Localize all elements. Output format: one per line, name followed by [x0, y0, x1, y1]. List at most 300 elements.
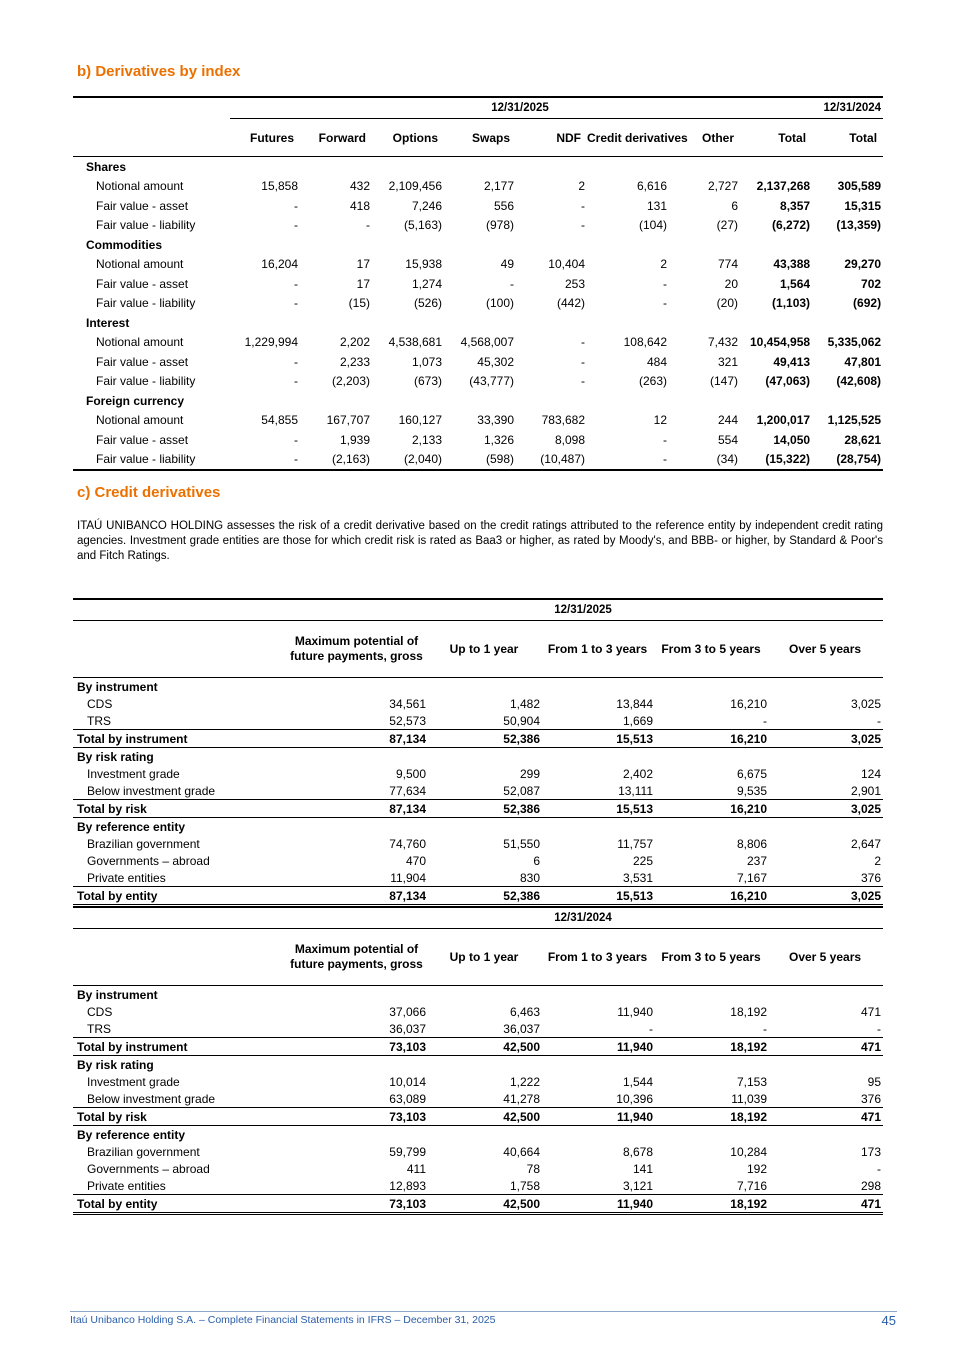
cell-value: 6,463: [509, 1004, 540, 1019]
cell-value: (978): [485, 218, 514, 233]
row-label: Fair value - asset: [96, 276, 189, 291]
section-c-title: c) Credit derivatives: [77, 484, 221, 501]
cell-value: 4,538,681: [388, 335, 442, 350]
group-row: [73, 235, 883, 255]
page-number: 45: [881, 1313, 896, 1328]
row-label: Total by risk: [73, 1108, 285, 1126]
column-header: Total: [740, 119, 812, 157]
cell-value: 20: [724, 276, 738, 291]
cell-value: 5,335,062: [827, 335, 882, 350]
column-header: From 1 to 3 years: [542, 621, 655, 678]
table-row: [73, 765, 883, 782]
row-label: TRS: [87, 1021, 111, 1036]
cell-value: 3,025: [769, 730, 883, 748]
cell-value: 11,940: [542, 1108, 655, 1126]
cell-value: -: [581, 218, 585, 233]
cell-value: 49,413: [773, 354, 811, 369]
cell-value: -: [294, 452, 298, 467]
header-row: [73, 929, 883, 986]
empty-cell: [285, 1126, 883, 1144]
footer-divider: [70, 1311, 897, 1312]
cell-value: 33,390: [477, 413, 514, 428]
cell-value: 52,573: [389, 713, 426, 728]
cell-value: (5,163): [403, 218, 442, 233]
cell-value: 2,109,456: [388, 179, 442, 194]
row-label: Total by entity: [73, 1195, 285, 1214]
empty-cell: [230, 157, 883, 177]
total-row: [73, 1195, 883, 1214]
column-header: From 1 to 3 years: [542, 929, 655, 986]
cell-value: (598): [485, 452, 514, 467]
cell-value: 484: [646, 354, 667, 369]
cell-value: 11,757: [617, 836, 653, 851]
column-header: Up to 1 year: [428, 621, 542, 678]
date-header-2025: 12/31/2025: [230, 97, 812, 119]
row-label: By risk rating: [77, 749, 154, 764]
cell-value: 3,025: [769, 887, 883, 906]
cell-value: 11,039: [731, 1091, 767, 1106]
row-label: Below investment grade: [87, 783, 216, 798]
cell-value: (2,163): [331, 452, 370, 467]
credit-derivatives-description: ITAÚ UNIBANCO HOLDING assesses the risk of a credit derivative based on the credit ratings attributed to the reference entity by independent credit rating agencies. Investment grade entities are those for which credit risk is rated as Baa3 or higher, as rated by Moody's, and BBB- or higher, by Standard & Poor's and Fitch Ratings.: [77, 520, 883, 562]
cell-value: 7,716: [736, 1178, 767, 1193]
row-label: By reference entity: [77, 1127, 186, 1142]
cell-value: 298: [861, 1178, 882, 1193]
cell-value: 173: [861, 1144, 882, 1159]
cell-value: -: [663, 452, 667, 467]
cell-value: 9,535: [736, 783, 767, 798]
table-row: [73, 177, 883, 197]
cell-value: 1,222: [509, 1074, 540, 1089]
cell-value: 52,386: [428, 887, 542, 906]
cell-value: 8,806: [736, 836, 767, 851]
cell-value: 73,103: [285, 1038, 428, 1056]
cell-value: 4,568,007: [460, 335, 514, 350]
cell-value: (15): [348, 296, 370, 311]
row-label: Private entities: [87, 1178, 166, 1193]
cell-value: -: [877, 1021, 882, 1036]
cell-value: 2: [578, 179, 585, 194]
cell-value: -: [877, 1161, 882, 1176]
cell-value: 108,642: [623, 335, 667, 350]
row-label: By instrument: [77, 679, 158, 694]
cell-value: (34): [716, 452, 738, 467]
cell-value: 1,482: [509, 696, 540, 711]
row-label: Investment grade: [87, 1074, 180, 1089]
cell-value: (147): [709, 374, 738, 389]
cell-value: 418: [349, 198, 370, 213]
cell-value: 6: [533, 853, 540, 868]
cell-value: 40,664: [503, 1144, 540, 1159]
table-row: [73, 255, 883, 275]
blank-cell: [73, 621, 285, 678]
cell-value: 7,432: [707, 335, 738, 350]
cell-value: 1,564: [780, 276, 811, 291]
cell-value: 16,210: [655, 800, 769, 818]
cell-value: 1,669: [622, 713, 653, 728]
total-row: [73, 730, 883, 748]
table-row: [73, 450, 883, 471]
date-row: [73, 907, 883, 929]
cell-value: -: [763, 1021, 767, 1036]
total-row: [73, 1108, 883, 1126]
table-row: [73, 852, 883, 869]
cell-value: 124: [861, 766, 882, 781]
empty-cell: [285, 1056, 883, 1074]
cell-value: 1,229,994: [244, 335, 298, 350]
cell-value: 49: [500, 257, 514, 272]
cell-value: 1,939: [339, 432, 370, 447]
row-label: Total by instrument: [73, 1038, 285, 1056]
cell-value: 15,513: [542, 887, 655, 906]
cell-value: -: [294, 218, 298, 233]
table-row: [73, 1090, 883, 1108]
table-row: [73, 430, 883, 450]
cell-value: 3,531: [622, 870, 653, 885]
cell-value: 42,500: [428, 1038, 542, 1056]
cell-value: 299: [519, 766, 540, 781]
row-label: Interest: [86, 315, 130, 330]
cell-value: 141: [632, 1161, 653, 1176]
cell-value: 2,901: [851, 783, 882, 798]
cell-value: 2,133: [411, 432, 442, 447]
derivatives-by-index-table: [73, 96, 883, 471]
cell-value: -: [877, 713, 882, 728]
row-label: Below investment grade: [87, 1091, 216, 1106]
empty-cell: [230, 235, 883, 255]
cell-value: -: [294, 354, 298, 369]
cell-value: 28,621: [844, 432, 882, 447]
cell-value: 376: [861, 1091, 882, 1106]
cell-value: 2,202: [339, 335, 370, 350]
cell-value: 42,500: [428, 1108, 542, 1126]
row-label: Governments – abroad: [87, 1161, 210, 1176]
cell-value: -: [663, 276, 667, 291]
cell-value: 18,192: [655, 1038, 769, 1056]
cell-value: (2,040): [403, 452, 442, 467]
blank-cell: [73, 929, 285, 986]
empty-cell: [285, 678, 883, 696]
cell-value: -: [663, 296, 667, 311]
empty-cell: [285, 986, 883, 1004]
cell-value: 11,940: [542, 1038, 655, 1056]
cell-value: 42,500: [428, 1195, 542, 1214]
section-b-title: b) Derivatives by index: [77, 63, 241, 80]
cell-value: 43,388: [773, 257, 811, 272]
table-row: [73, 835, 883, 852]
group-row: [73, 313, 883, 333]
cell-value: 52,386: [428, 800, 542, 818]
cell-value: (104): [638, 218, 667, 233]
cell-value: 41,278: [503, 1091, 540, 1106]
table-row: [73, 294, 883, 314]
row-label: Notional amount: [96, 335, 184, 350]
group-row: [73, 1126, 883, 1144]
column-header: NDF: [516, 119, 587, 157]
column-header: Up to 1 year: [428, 929, 542, 986]
table-row: [73, 274, 883, 294]
empty-cell: [285, 818, 883, 836]
cell-value: 10,396: [616, 1091, 653, 1106]
table-row: [73, 695, 883, 712]
cell-value: 17: [356, 257, 370, 272]
cell-value: -: [510, 276, 514, 291]
cell-value: 8,678: [622, 1144, 653, 1159]
cell-value: 29,270: [844, 257, 882, 272]
row-label: Notional amount: [96, 413, 184, 428]
cell-value: 470: [405, 853, 426, 868]
cell-value: 73,103: [285, 1195, 428, 1214]
cell-value: 237: [746, 853, 767, 868]
table-row: [73, 372, 883, 392]
column-header: Forward: [300, 119, 372, 157]
cell-value: 9,500: [395, 766, 426, 781]
cell-value: 13,844: [616, 696, 653, 711]
cell-value: 2,233: [339, 354, 370, 369]
cell-value: -: [294, 296, 298, 311]
cell-value: 15,513: [542, 730, 655, 748]
cell-value: 471: [769, 1038, 883, 1056]
row-label: CDS: [87, 1004, 113, 1019]
cell-value: 45,302: [477, 354, 514, 369]
row-label: Fair value - asset: [96, 198, 189, 213]
row-label: Commodities: [86, 237, 163, 252]
table-row: [73, 352, 883, 372]
cell-value: -: [581, 374, 585, 389]
column-header: Maximum potential of future payments, gross: [285, 621, 428, 678]
table-row: [73, 333, 883, 353]
cell-value: 321: [717, 354, 738, 369]
cell-value: 15,513: [542, 800, 655, 818]
cell-value: 18,192: [655, 1108, 769, 1126]
cell-value: 2,402: [622, 766, 653, 781]
column-header: Other: [669, 119, 740, 157]
cell-value: -: [649, 1021, 653, 1036]
cell-value: 6,675: [736, 766, 767, 781]
cell-value: -: [294, 276, 298, 291]
cell-value: 52,386: [428, 730, 542, 748]
cell-value: 11,940: [542, 1195, 655, 1214]
cell-value: 37,066: [389, 1004, 426, 1019]
cell-value: 305,589: [837, 179, 882, 194]
cell-value: 411: [406, 1161, 426, 1176]
empty-cell: [230, 313, 883, 333]
group-row: [73, 818, 883, 836]
date-header: 12/31/2025: [285, 599, 883, 621]
cell-value: (673): [413, 374, 442, 389]
cell-value: 1,125,525: [827, 413, 882, 428]
cell-value: 7,167: [736, 870, 767, 885]
table-row: [73, 1177, 883, 1195]
cell-value: 16,210: [655, 887, 769, 906]
cell-value: 8,357: [780, 198, 811, 213]
row-label: By reference entity: [77, 819, 186, 834]
row-label: Total by entity: [73, 887, 285, 906]
table-row: [73, 1003, 883, 1020]
cell-value: 2,647: [851, 836, 882, 851]
row-label: By risk rating: [77, 1057, 154, 1072]
row-label: Foreign currency: [86, 393, 185, 408]
cell-value: 50,904: [503, 713, 540, 728]
cell-value: 14,050: [773, 432, 811, 447]
cell-value: 16,204: [261, 257, 298, 272]
total-row: [73, 800, 883, 818]
cell-value: 87,134: [285, 800, 428, 818]
cell-value: (42,608): [836, 374, 882, 389]
cell-value: 471: [769, 1195, 883, 1214]
cell-value: 1,326: [483, 432, 514, 447]
empty-cell: [285, 748, 883, 766]
cell-value: 15,858: [261, 179, 298, 194]
column-header: Options: [372, 119, 444, 157]
cell-value: -: [581, 335, 585, 350]
row-label: Shares: [86, 159, 127, 174]
cell-value: (43,777): [469, 374, 514, 389]
cell-value: 783,682: [541, 413, 585, 428]
cell-value: (6,272): [772, 218, 811, 233]
cell-value: -: [663, 432, 667, 447]
cell-value: 59,799: [389, 1144, 426, 1159]
row-label: CDS: [87, 696, 113, 711]
cell-value: 702: [861, 276, 882, 291]
cell-value: (13,359): [836, 218, 882, 233]
cell-value: 36,037: [503, 1021, 540, 1036]
table-row: [73, 869, 883, 887]
cell-value: 471: [769, 1108, 883, 1126]
row-label: Fair value - asset: [96, 354, 189, 369]
cell-value: 253: [564, 276, 585, 291]
group-row: [73, 986, 883, 1004]
cell-value: 556: [493, 198, 514, 213]
cell-value: 192: [746, 1161, 767, 1176]
cell-value: 432: [349, 179, 370, 194]
group-row: [73, 678, 883, 696]
row-label: By instrument: [77, 987, 158, 1002]
total-row: [73, 887, 883, 906]
cell-value: 1,758: [509, 1178, 540, 1193]
cell-value: 52,087: [503, 783, 540, 798]
cell-value: (442): [556, 296, 585, 311]
table-row: [73, 1073, 883, 1090]
cell-value: 15,938: [405, 257, 442, 272]
group-row: [73, 157, 883, 177]
table-row: [73, 196, 883, 216]
cell-value: 10,014: [389, 1074, 426, 1089]
cell-value: (27): [716, 218, 738, 233]
row-label: Governments – abroad: [87, 853, 210, 868]
column-header: Total: [812, 119, 883, 157]
row-label: Investment grade: [87, 766, 180, 781]
cell-value: -: [366, 218, 370, 233]
cell-value: 47,801: [844, 354, 882, 369]
cell-value: 3,025: [769, 800, 883, 818]
date-row: [73, 599, 883, 621]
row-label: Notional amount: [96, 179, 184, 194]
table-row: [73, 1143, 883, 1160]
cell-value: 10,404: [548, 257, 585, 272]
cell-value: 78: [526, 1161, 540, 1176]
cell-value: 12,893: [389, 1178, 426, 1193]
cell-value: 167,707: [326, 413, 370, 428]
header-row: [73, 621, 883, 678]
table-row: [73, 411, 883, 431]
cell-value: 7,246: [411, 198, 442, 213]
cell-value: 16,210: [730, 696, 767, 711]
cell-value: 63,089: [389, 1091, 426, 1106]
cell-value: 34,561: [389, 696, 426, 711]
cell-value: 1,073: [411, 354, 442, 369]
cell-value: 2: [660, 257, 667, 272]
cell-value: 51,550: [503, 836, 540, 851]
cell-value: -: [294, 432, 298, 447]
cell-value: -: [763, 713, 767, 728]
cell-value: 10,284: [730, 1144, 767, 1159]
cell-value: 11,904: [390, 870, 426, 885]
cell-value: 10,454,958: [750, 335, 811, 350]
cell-value: 8,098: [554, 432, 585, 447]
cell-value: -: [581, 354, 585, 369]
cell-value: (692): [853, 296, 882, 311]
cell-value: (10,487): [540, 452, 585, 467]
cell-value: 1,274: [411, 276, 442, 291]
blank-cell: [73, 907, 285, 929]
cell-value: 95: [867, 1074, 882, 1089]
footer-text: Itaú Unibanco Holding S.A. – Complete Financial Statements in IFRS – December 31, 2025: [70, 1314, 496, 1326]
row-label: Private entities: [87, 870, 166, 885]
cell-value: 77,634: [389, 783, 426, 798]
cell-value: 2,137,268: [756, 179, 811, 194]
group-row: [73, 1056, 883, 1074]
cell-value: 13,111: [618, 783, 653, 798]
cell-value: 3,121: [622, 1178, 653, 1193]
column-header: From 3 to 5 years: [655, 621, 769, 678]
credit-derivatives-table-2024: [73, 906, 883, 1215]
credit-derivatives-table-2025: [73, 598, 883, 907]
cell-value: 3,025: [851, 696, 882, 711]
cell-value: 73,103: [285, 1108, 428, 1126]
row-label: Brazilian government: [87, 836, 200, 851]
cell-value: 15,315: [844, 198, 882, 213]
cell-value: 225: [632, 853, 653, 868]
column-header: Credit derivatives: [587, 119, 669, 157]
column-header: Maximum potential of future payments, gross: [285, 929, 428, 986]
cell-value: 160,127: [398, 413, 442, 428]
row-label: Total by instrument: [73, 730, 285, 748]
cell-value: 7,153: [736, 1074, 767, 1089]
table-row: [73, 1020, 883, 1038]
table-row: [73, 712, 883, 730]
cell-value: (100): [485, 296, 514, 311]
total-row: [73, 1038, 883, 1056]
cell-value: (1,103): [772, 296, 811, 311]
cell-value: 1,544: [622, 1074, 653, 1089]
column-header: From 3 to 5 years: [655, 929, 769, 986]
cell-value: 376: [861, 870, 882, 885]
cell-value: 6,616: [636, 179, 667, 194]
cell-value: -: [294, 374, 298, 389]
cell-value: 2,727: [707, 179, 738, 194]
group-row: [73, 391, 883, 411]
cell-value: (2,203): [331, 374, 370, 389]
cell-value: -: [294, 198, 298, 213]
cell-value: (15,322): [765, 452, 811, 467]
column-header: Over 5 years: [769, 621, 883, 678]
row-label: Fair value - liability: [96, 218, 196, 233]
cell-value: -: [581, 198, 585, 213]
cell-value: 1,200,017: [756, 413, 811, 428]
row-label: Fair value - asset: [96, 432, 189, 447]
row-label: Notional amount: [96, 257, 184, 272]
